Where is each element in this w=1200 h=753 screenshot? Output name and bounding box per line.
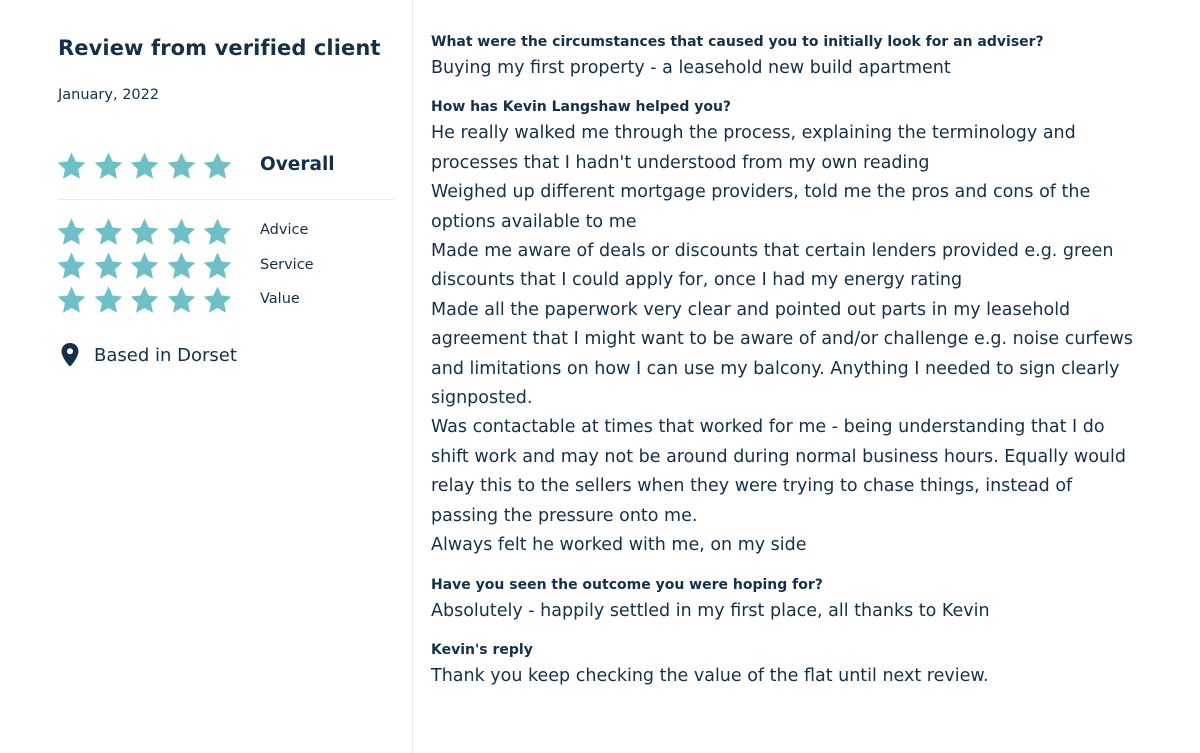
qa-spacer — [431, 83, 1151, 95]
advice-rating-label: Advice — [260, 222, 309, 238]
star-icon — [129, 217, 160, 248]
qa-block — [431, 638, 1151, 691]
service-star-rating — [56, 251, 239, 282]
answer-text: passing the pressure onto me. — [431, 505, 698, 526]
question-heading: What were the circumstances that caused you to initially look for an adviser? — [431, 34, 1044, 50]
star-icon — [202, 285, 233, 316]
star-icon — [166, 151, 197, 182]
star-icon — [93, 151, 124, 182]
answer-text: Always felt he worked with me, on my side — [431, 535, 807, 556]
value-rating-label: Value — [260, 291, 300, 307]
star-icon — [56, 151, 87, 182]
qa-block — [431, 95, 1151, 560]
answer-text: signposted. — [431, 388, 533, 409]
overall-rating-label: Overall — [260, 154, 335, 175]
answer-text: Made me aware of deals or discounts that certain lenders provided e.g. green — [431, 241, 1114, 262]
answer-text: agreement that I might want to be aware of and/or challenge e.g. noise curfews — [431, 329, 1133, 350]
answer-text: shift work and may not be around during normal business hours. Equally would — [431, 446, 1126, 467]
answer-text: options available to me — [431, 211, 637, 232]
advice-star-rating — [56, 217, 239, 248]
answer-text: relay this to the sellers when they were trying to chase things, instead of — [431, 476, 1073, 497]
star-icon — [202, 251, 233, 282]
star-icon — [56, 217, 87, 248]
value-star-rating — [56, 285, 239, 316]
qa-block — [431, 30, 1151, 83]
answer-text: and limitations on how I can use my balcony. Anything I needed to sign clearly — [431, 358, 1120, 379]
overall-star-rating — [56, 151, 239, 182]
qa-spacer — [431, 561, 1151, 573]
qa-spacer — [431, 626, 1151, 638]
star-icon — [56, 251, 87, 282]
location-text: Based in Dorset — [94, 344, 237, 366]
star-icon — [202, 217, 233, 248]
review-questions — [431, 30, 1151, 691]
answer-text: He really walked me through the process, explaining the terminology and — [431, 123, 1076, 144]
qa-block — [431, 573, 1151, 626]
review-summary-panel — [0, 0, 413, 753]
answer-text: Absolutely - happily settled in my first place, all thanks to Kevin — [431, 600, 990, 621]
question-heading: Have you seen the outcome you were hoping for? — [431, 576, 823, 593]
rating-divider — [58, 199, 394, 200]
adviser-location — [60, 343, 237, 367]
star-icon — [93, 285, 124, 316]
star-icon — [166, 285, 197, 316]
map-pin-icon — [60, 343, 80, 367]
answer-text: Made all the paperwork very clear and pointed out parts in my leasehold — [431, 299, 1071, 320]
answer-text: Thank you keep checking the value of the flat until next review. — [431, 665, 989, 686]
question-heading: How has Kevin Langshaw helped you? — [431, 99, 732, 116]
star-icon — [93, 217, 124, 248]
star-icon — [166, 251, 197, 282]
service-rating-label: Service — [260, 257, 314, 273]
answer-text: Weighed up different mortgage providers, told me the pros and cons of the — [431, 182, 1091, 203]
star-icon — [129, 151, 160, 182]
star-icon — [202, 151, 233, 182]
answer-text: Was contactable at times that worked for me - being understanding that I do — [431, 417, 1105, 438]
star-icon — [129, 285, 160, 316]
review-date: January, 2022 — [58, 87, 160, 103]
answer-text: processes that I hadn't understood from my own reading — [431, 152, 930, 173]
star-icon — [166, 217, 197, 248]
star-icon — [56, 285, 87, 316]
answer-text: Buying my first property - a leasehold new build apartment — [431, 58, 951, 78]
review-title: Review from verified client — [58, 36, 381, 60]
star-icon — [129, 251, 160, 282]
question-heading: Kevin's reply — [431, 641, 533, 658]
star-icon — [93, 251, 124, 282]
answer-text: discounts that I could apply for, once I had my energy rating — [431, 270, 963, 291]
